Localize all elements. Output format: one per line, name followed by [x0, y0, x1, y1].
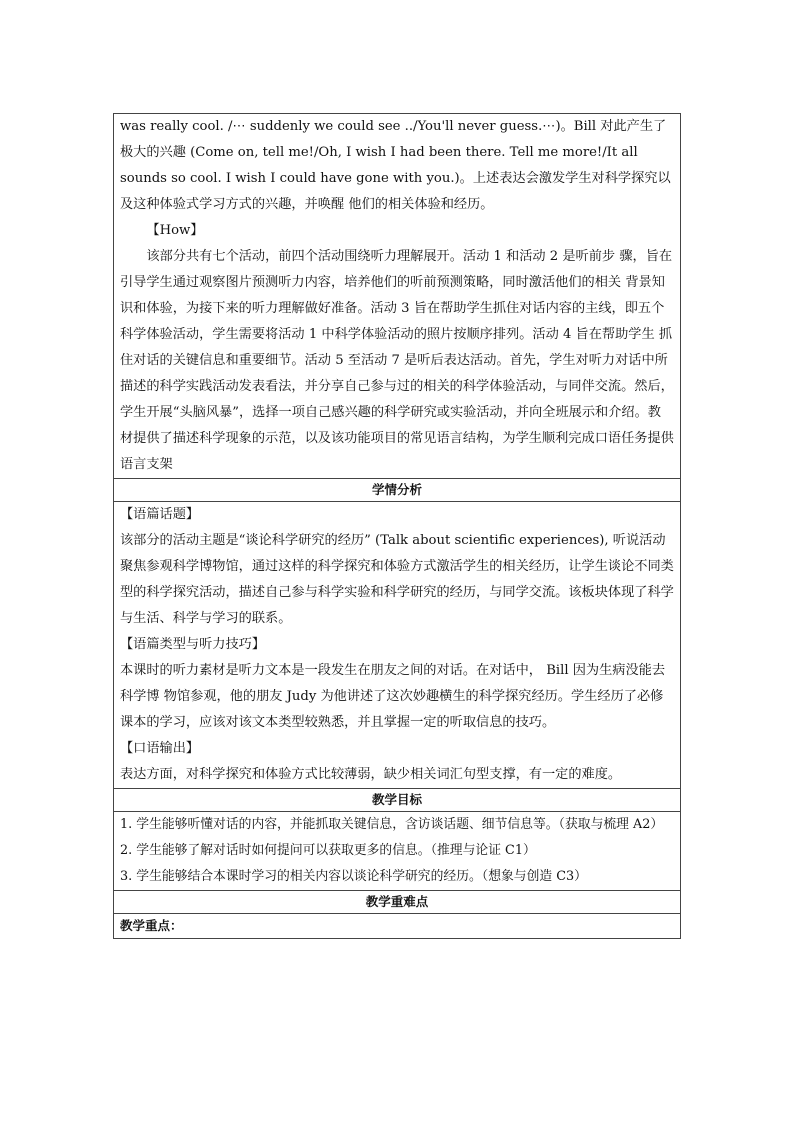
- objective-item-1: 1. 学生能够听懂对话的内容，并能抓取关键信息，含访谈话题、细节信息等。（获取与梳理 A2）: [120, 817, 664, 832]
- type-text: 本课时的听力素材是听力文本是一段发生在朋友之间的对话。在对话中， Bill 因为生病没能去科学博 物馆参观，他的朋友 Judy 为他讲述了这次妙趣横生的科学探究经历。学生经历了必修课本的学习，应该对该文本类型较熟悉，并且掌握一定的听取信息的技巧。: [120, 663, 666, 730]
- oral-text: 表达方面，对科学探究和体验方式比较薄弱，缺少相关词汇句型支撑，有一定的难度。: [120, 767, 622, 782]
- lesson-plan-table: [113, 113, 681, 939]
- topic-text: 该部分的活动主题是“谈论科学研究的经历” (Talk about scientific experiences), 听说活动聚焦参观科学博物馆，通过这样的科学探究和体验方式激活学生的相关经历，让学生谈论不同类型的科学探究活动，描述自己参与科学实验和科学研究的经历，与同学交流。该板块体现了科学与生活、科学与学习的联系。: [120, 533, 674, 626]
- mubiao-heading: 教学目标: [114, 789, 681, 812]
- topic-title: 【语篇话题】: [120, 507, 200, 522]
- how-paragraph: 该部分共有七个活动，前四个活动围绕听力理解展开。活动 1 和活动 2 是听前步 骤，旨在引导学生通过观察图片预测听力内容，培养他们的听前预测策略，同时激活他们的相关 背景知识和体验，为接下来的听力理解做好准备。活动 3 旨在帮助学生抓住对话内容的主线，即五个科学体验活动，学生需要将活动 1 中科学体验活动的照片按顺序排列。活动 4 旨在帮助学生 抓住对话的关键信息和重要细节。活动 5 至活动 7 是听后表达活动。首先，学生对听力对话中所描述的科学实践活动发表看法，并分享自己参与过的相关的科学体验活动，与同伴交流。然后， 学生开展“头脑风暴”，选择一项自己感兴趣的科学研究或实验活动，并向全班展示和介绍。教材提供了描述科学现象的示范，以及该功能项目的常见语言结构，为学生顺利完成口语任务提供 语言支架: [120, 249, 674, 472]
- expression-paragraph: was really cool. /⋯ suddenly we could see ../You'll never guess.⋯)。Bill 对此产生了极大的兴趣 (Come on, tell me!/Oh, I wish I had been there. Tell me more!/It all sounds so cool. I wish I could have gone with you.)。上述表达会激发学生对科学探究以及这种体验式学习方式的兴趣，并唤醒 他们的相关体验和经历。: [120, 119, 671, 212]
- zhongnandian-heading: 教学重难点: [114, 891, 681, 914]
- type-title: 【语篇类型与听力技巧】: [120, 637, 266, 652]
- oral-title: 【口语输出】: [120, 741, 200, 756]
- xueqing-heading: 学情分析: [114, 479, 681, 502]
- how-title: 【How】: [146, 223, 204, 238]
- objective-item-2: 2. 学生能够了解对话时如何提问可以获取更多的信息。（推理与论证 C1）: [120, 843, 536, 858]
- zhongdian-cell: [114, 914, 681, 939]
- mubiao-cell: [114, 812, 681, 891]
- key-points-label: 教学重点：: [120, 918, 183, 933]
- how-cell: [114, 114, 681, 479]
- objective-item-3: 3. 学生能够结合本课时学习的相关内容以谈论科学研究的经历。（想象与创造 C3）: [120, 869, 587, 884]
- xueqing-cell: [114, 502, 681, 789]
